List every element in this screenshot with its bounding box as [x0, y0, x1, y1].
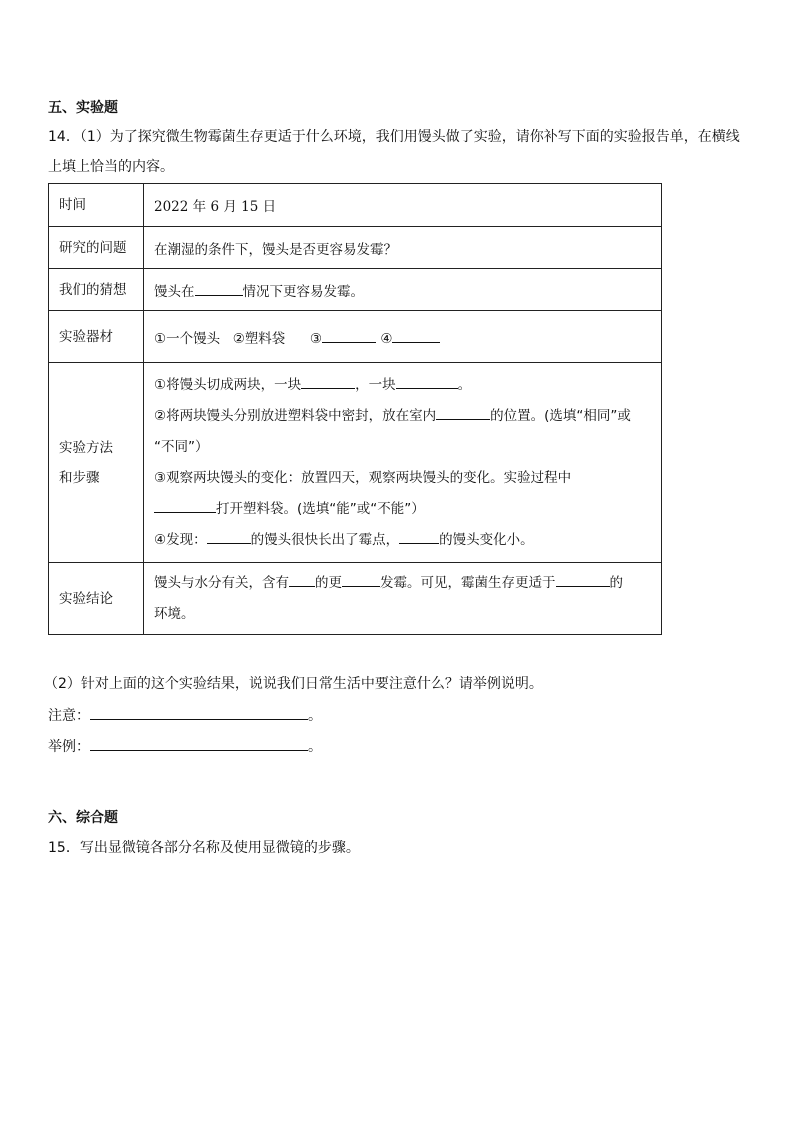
step2-text-b: 的位置。(选填“相同”或 — [490, 407, 631, 424]
section-title-comprehensive: 六、综合题 — [48, 810, 118, 826]
table-row-conclusion — [49, 563, 662, 635]
example-answer-blank[interactable] — [90, 735, 308, 751]
step4-blank-1[interactable] — [207, 528, 251, 544]
material-item-3: ③ — [309, 330, 323, 347]
row-value-question: 在潮湿的条件下，馒头是否更容易发霉？ — [144, 227, 662, 269]
row-label-question: 研究的问题 — [49, 227, 144, 269]
row-value-hypothesis — [144, 269, 662, 311]
question-14-intro-line1: 14．（1）为了探究微生物霉菌生存更适于什么环境，我们用馒头做了实验，请你补写下面的实验报告单，在横线 — [48, 129, 740, 145]
step1-blank-1[interactable] — [301, 373, 355, 389]
step2-blank[interactable] — [436, 404, 490, 420]
step2-text-a: ②将两块馒头分别放进塑料袋中密封，放在室内 — [154, 407, 437, 424]
row-label-conclusion: 实验结论 — [49, 563, 144, 635]
note-end-mark: 。 — [308, 708, 322, 724]
conclusion-line-2: 环境。 — [154, 605, 195, 622]
hypothesis-blank[interactable] — [195, 280, 243, 296]
method-label-line2: 和步骤 — [59, 469, 100, 486]
step4-blank-2[interactable] — [399, 528, 439, 544]
step1-blank-2[interactable] — [396, 373, 458, 389]
row-label-time: 时间 — [49, 184, 144, 227]
question-14-intro-line2: 上填上恰当的内容。 — [48, 159, 174, 175]
question-14-part2-prompt: （2）针对上面的这个实验结果，说说我们日常生活中要注意什么？请举例说明。 — [44, 676, 543, 692]
conclusion-blank-2[interactable] — [342, 571, 380, 587]
conclusion-text-a: 馒头与水分有关，含有 — [154, 574, 289, 591]
table-row-materials — [49, 311, 662, 363]
conclusion-text-d: 的 — [609, 574, 623, 591]
row-label-materials: 实验器材 — [49, 311, 144, 363]
note-answer-blank[interactable] — [90, 704, 308, 720]
row-value-time: 2022 年 6 月 15 日 — [144, 184, 662, 227]
method-step-3-cont — [154, 494, 651, 525]
row-value-method — [144, 363, 662, 563]
table-row-hypothesis — [49, 269, 662, 311]
table-row-method — [49, 363, 662, 563]
method-step-2 — [154, 401, 651, 432]
example-label: 举例： — [48, 739, 90, 755]
example-end-mark: 。 — [308, 739, 322, 755]
section-title-experiment: 五、实验题 — [48, 100, 118, 116]
conclusion-blank-3[interactable] — [556, 571, 610, 587]
step3-text-b: 打开塑料袋。(选填“能”或“不能”） — [216, 500, 425, 517]
experiment-report-table — [48, 183, 662, 635]
conclusion-blank-1[interactable] — [289, 571, 315, 587]
table-row-question — [49, 227, 662, 269]
material-item-2: ②塑料袋 — [232, 330, 286, 347]
method-label-line1: 实验方法 — [59, 439, 113, 456]
row-label-method — [49, 363, 144, 563]
example-answer-line — [48, 735, 322, 757]
note-answer-line — [48, 704, 322, 726]
material-item-4: ④ — [380, 330, 393, 347]
row-value-materials — [144, 311, 662, 363]
step4-text-b: 的馒头很快长出了霉点， — [250, 531, 400, 548]
conclusion-text-b: 的更 — [315, 574, 342, 591]
conclusion-text-c: 发霉。可见，霉菌生存更适于 — [380, 574, 556, 591]
hypothesis-text-post: 情况下更容易发霉。 — [242, 283, 364, 300]
method-step-2-cont: “不同”） — [154, 438, 209, 455]
step1-text-b: ，一块 — [355, 376, 396, 393]
hypothesis-text-pre: 馒头在 — [154, 283, 195, 300]
row-value-conclusion — [144, 563, 662, 635]
method-step-3: ③观察两块馒头的变化：放置四天，观察两块馒头的变化。实验过程中 — [154, 469, 572, 486]
material-blank-4[interactable] — [392, 327, 440, 343]
step4-text-c: 的馒头变化小。 — [439, 531, 534, 548]
step3-blank[interactable] — [154, 497, 216, 513]
material-blank-3[interactable] — [322, 327, 376, 343]
step4-text-a: ④发现： — [154, 531, 207, 548]
step1-text-a: ①将馒头切成两块，一块 — [154, 376, 302, 393]
table-row-time — [49, 184, 662, 227]
method-step-4 — [154, 525, 651, 556]
question-15-text: 15．写出显微镜各部分名称及使用显微镜的步骤。 — [48, 840, 360, 856]
row-label-hypothesis: 我们的猜想 — [49, 269, 144, 311]
conclusion-line-1 — [154, 568, 651, 599]
method-step-1 — [154, 370, 651, 401]
material-item-1: ①一个馒头 — [154, 330, 221, 347]
step1-text-c: 。 — [457, 376, 472, 393]
note-label: 注意： — [48, 708, 90, 724]
